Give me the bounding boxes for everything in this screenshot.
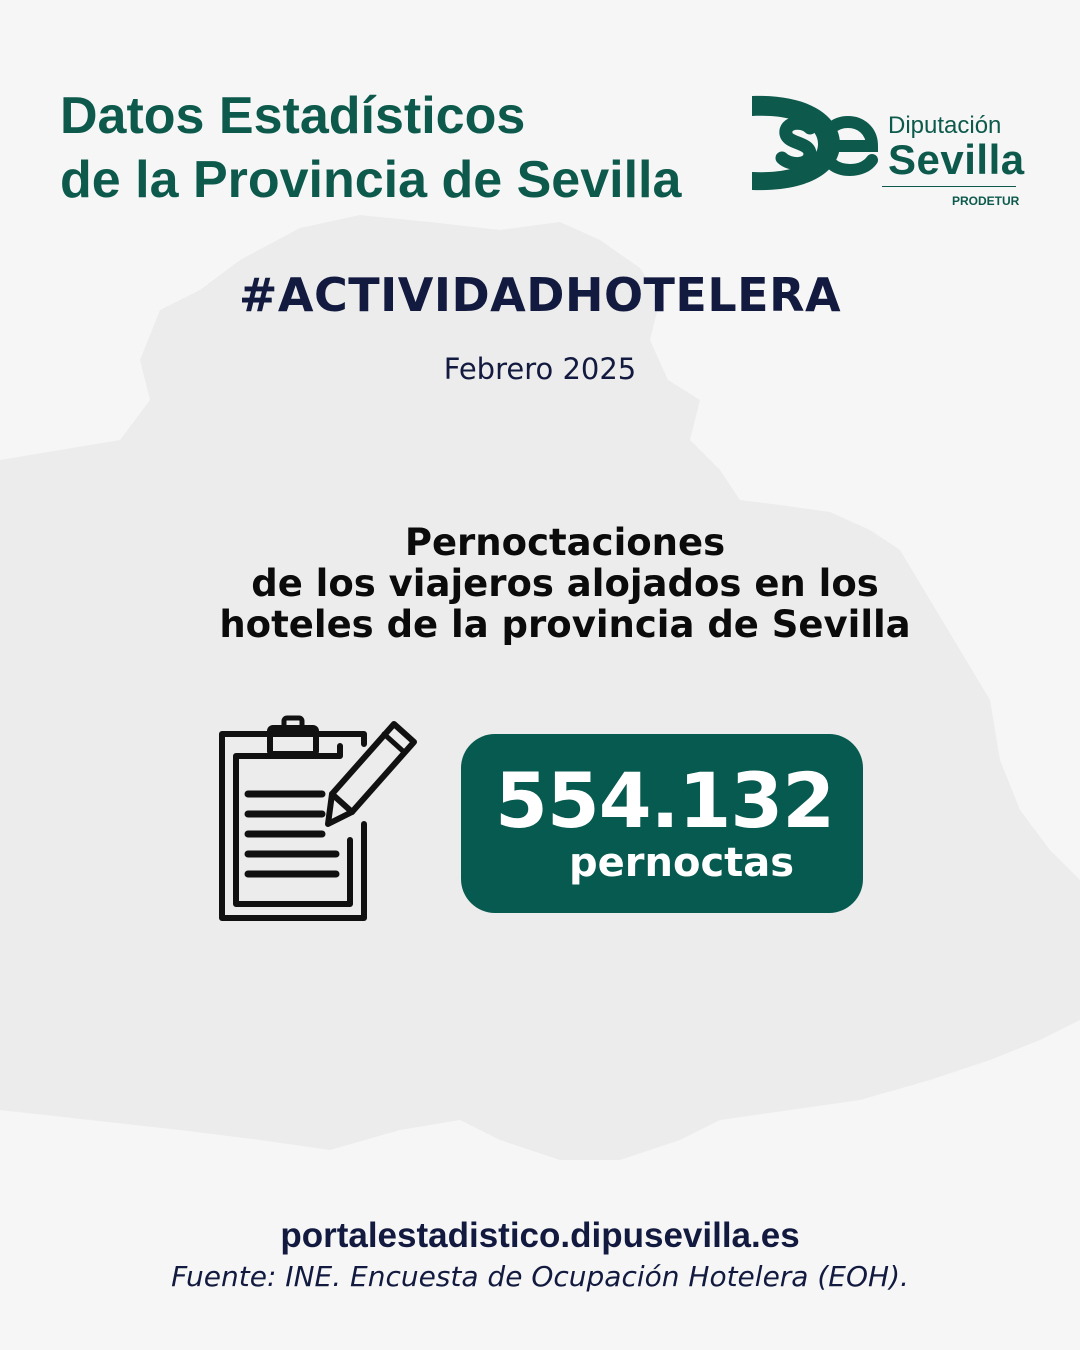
logo-text-diputacion: Diputación [888,112,1002,139]
diputacion-sevilla-logo [748,92,1028,214]
metric-label-line-2: de los viajeros alojados en los [251,562,879,605]
title-line-2: de la Provincia de Sevilla [60,151,682,209]
logo-divider [882,186,1016,187]
se-logo-mark [748,92,880,192]
metric-label-line-1: Pernoctaciones [404,521,726,564]
title-line-1: Datos Estadísticos [60,87,526,145]
portal-url-link[interactable]: portalestadistico.dipusevilla.es [280,1216,800,1255]
metric-label-line-3: hoteles de la provincia de Sevilla [219,603,911,646]
source-note: Fuente: INE. Encuesta de Ocupación Hotelera (EOH). [171,1260,909,1293]
clipboard-pencil-icon [214,714,424,926]
metric-unit: pernoctas [569,840,795,886]
period-label: Febrero 2025 [443,352,637,386]
logo-text-prodetur: PRODETUR [952,194,1020,208]
metric-value: 554.132 [495,756,835,845]
hashtag-heading: #ACTIVIDADHOTELERA [238,268,842,322]
page-title [60,84,681,212]
logo-text-sevilla: Sevilla [888,136,1025,183]
value-card [461,734,863,913]
metric-description [180,522,950,645]
